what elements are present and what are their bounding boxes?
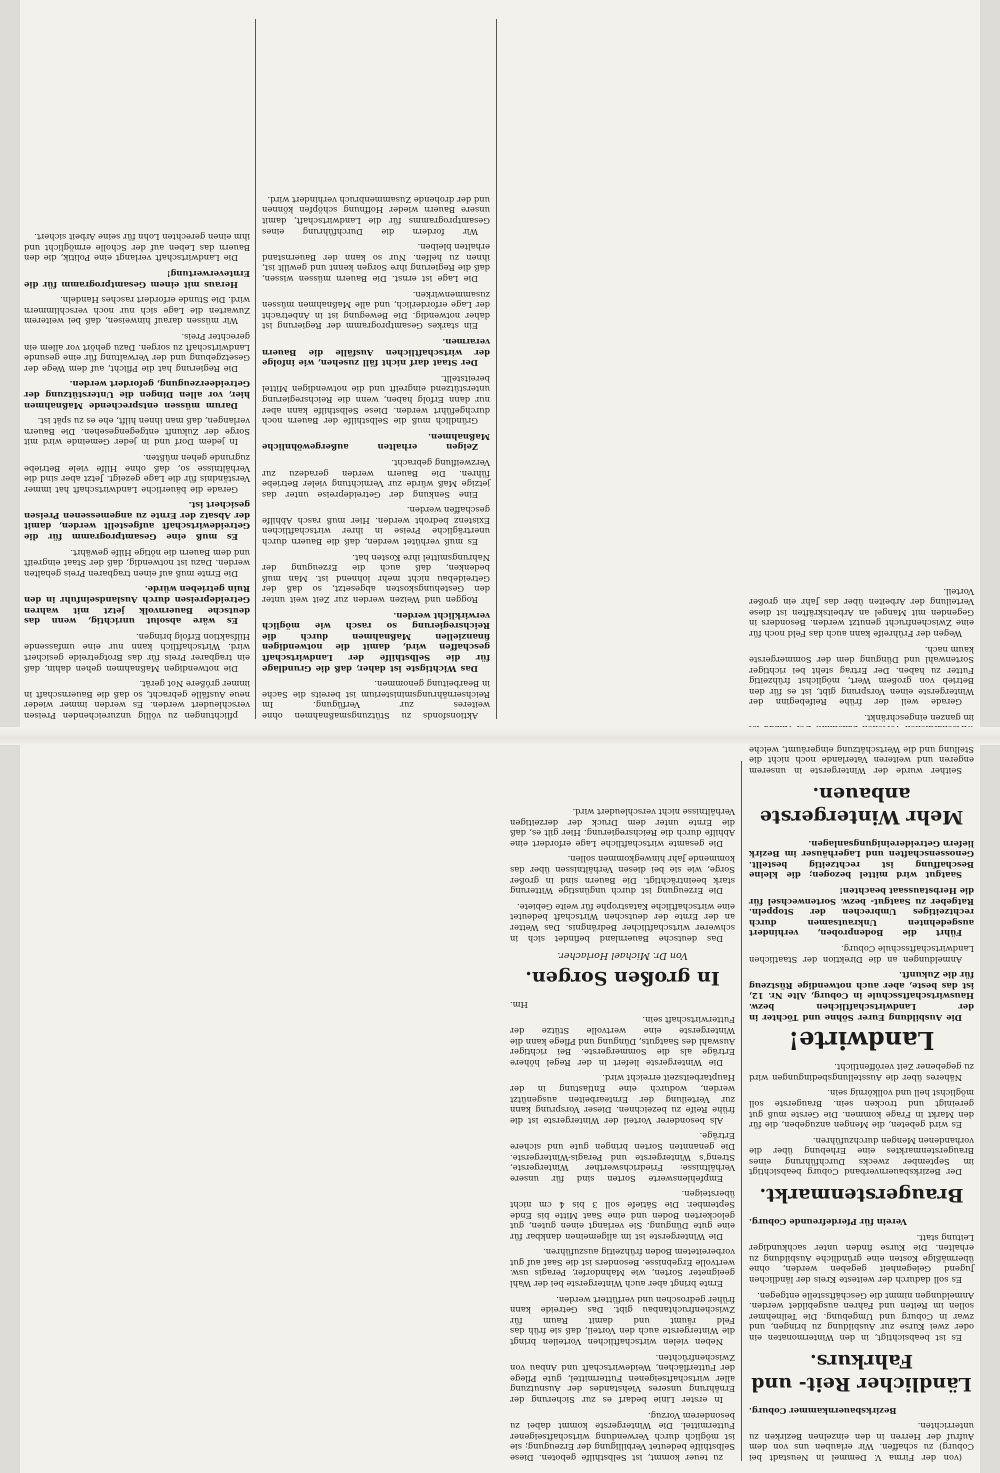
- paragraph: Gerade weil der frühe Reifebeginn der Wintergerste einen Vorsprung gibt, ist es für den Betrieb von großem Wert, möglichst frühzeitig Futter zu haben. Der Ertrag steht bei richtiger Sortenwahl und Düngung dem der Sommergerste kaum nach.: [749, 644, 974, 708]
- page-fold: [0, 727, 1000, 745]
- paragraph: Gründlich muß die Selbsthilfe der Bauern noch durchgeführt werden. Diese Selbsthilfe kann aber nur dann Erfolg haben, wenn die Reichsregierung unterstützend eingreift und die notwendigen Mittel bereitstellt.: [262, 373, 490, 427]
- paragraph: Die Erzeugung ist durch ungünstige Witterung stark beeinträchtigt. Die Bauern sind in großer Sorge, wie sie bei diesen Verhältnissen über das kommende Jahr hinwegkommen sollen.: [510, 854, 735, 897]
- paragraph: Der Bezirksbauernverband Coburg beabsichtigt im September zwecks Durchführung eines Braugerstenmarktes eine Erhebung über die vorhandenen Mengen durchzuführen.: [749, 1135, 974, 1178]
- paragraph: Die Regierung hat die Pflicht, auf dem Wege der Gesetzgebung und der Verwaltung für eine gesunde Landwirtschaft zu sorgen. Dazu gehört vor allem ein gerechter Preis.: [24, 332, 250, 374]
- paragraph: Wir fordern die Durchführung eines Gesamtprogramms für die Landwirtschaft, damit unsere Bauern wieder Hoffnung schöpfen können und der drohende Zusammenbruch verhindert wird.: [262, 194, 490, 237]
- lead-bold: Das Wichtigste ist daher, daß die Grundlage für die Selbsthilfe der Landwirtschaft geschaffen wird, damit die notwendigen finanziellen Maßnahmen durch die Reichsregierung so rasch wie möglich verwirklicht werden.: [262, 610, 490, 674]
- paragraph-bold: Saatgut wird mittel bezogen; die kleine Beschaffung ist rechtzeitig bestellt. Genossenschaften und Lagerhäuser im Bezirk liefern Getreidereinigungsanlagen.: [749, 838, 974, 881]
- headline-landwirte: Landwirte!: [788, 1025, 935, 1055]
- paragraph: Seither wurde der Wintergerste in unserem engeren und weiteren Vaterlande noch nicht die Stellung und die Wertschätzung eingeräumt, welche im ganzen eingeschränkt.: [749, 713, 974, 777]
- paragraph: Gerade die bäuerliche Landwirtschaft hat immer Verständnis für die Lage gezeigt. Jetzt aber sind die Verhältnisse so, daß ohne Hilfe viele Betriebe zugrunde gehen müßten.: [24, 452, 250, 495]
- signature-bauernkammer: Bezirksbauernkammer Coburg.: [749, 1405, 897, 1416]
- column-3-lower: [262, 11, 490, 721]
- paragraph: Neben vielen wirtschaftlichen Vorteilen bringt die Wintergerste auch den Vorteil, daß sie früh das Feld räumt und damit Raum für Zwischenfruchtanbau gibt. Das Getreide kann früher gedroschen und verfüttert werden.: [510, 1294, 735, 1348]
- paragraph: Als besonderer Vorteil der Wintergerste ist die frühe Reife zu bezeichnen. Dieser Vorsprung kann zur Verteilung der Erntearbeiten ausgenützt werden, wodurch eine Entlastung in der Hauptarbeitszeit erreicht wird.: [510, 1073, 735, 1126]
- paragraph: Die Wintergerste ist im allgemeinen dankbar für eine gute Düngung. Sie verlangt einen guten, gut gelockerten Boden und eine Saat Mitte bis Ende September. Die Sätiefe soll 3 bis 4 cm nicht übersteigen.: [510, 1189, 735, 1242]
- paragraph-bold: Es wäre absolut unrichtig, wenn das deutsche Bauernvolk jetzt mit wahren Getreidepreisen durch Auslandseinfuhr in den Ruin getrieben würde.: [24, 584, 250, 627]
- paragraph: In erster Linie bedarf es zur Sicherung der Ernährung unseres Viehstandes der Ausnutzung aller wirtschaftseigenen Futtermittel, gute Pflege der Futterflächen, Weidewirtschaft und Anbau von Zwischenfrüchten.: [510, 1352, 735, 1406]
- headline-wintergerste: Mehr Wintergerste anbauen.: [759, 783, 964, 829]
- paragraph: Empfehlenswerte Sorten sind für unsere Verhältnisse: Friedrichswerther Wintergerste, Streng’s Wintergerste und Peragis-Wintergerste. Die genannten Sorten bringen gute und sichere Erträge.: [510, 1131, 735, 1184]
- paragraph: In jedem Dorf und in jeder Gemeinde wird mit Sorge der Zukunft entgegengesehen. Die Bauern verlangen, daß man ihnen hilft, ehe es zu spät ist.: [24, 416, 250, 448]
- paragraph-bold: Der Staat darf nicht fäll zusehen, wie infolge der wirtschaftlichen Ausfälle die Bauern verarmen.: [262, 337, 490, 369]
- column-rule: [741, 761, 742, 1461]
- paragraph: Die Wintergerste liefert in der Regel höhere Erträge als die Sommergerste. Bei richtiger Auswahl des Saatguts, Düngung und Pflege kann die Wintergerste eine wertvolle Stütze der Futterwirtschaft sein.: [510, 1015, 735, 1068]
- column-rule: [496, 19, 497, 719]
- column-rule: [255, 19, 256, 719]
- paragraph: pflichtungen zu völlig unzureichenden Preisen verschleudert werden. Es werden immer wieder neue Ausfälle gebracht, so daß die Bauernschaft in immer größere Not gerät.: [24, 679, 250, 721]
- paragraph-bold: Die Ausbildung Eurer Söhne und Töchter in der Landwirtschaftlichen bezw. Hauswirtschaftsschule in Coburg, Alte Nr. 12, ist das beste, aber auch notwendige Rüstzeug für die Zukunft.: [749, 970, 974, 1023]
- paragraph: Wegen der Frühreife kann auch das Feld noch für eine Zwischenfrucht genutzt werden. Besonders in Gegenden mit Mangel an Arbeitskräften ist diese Verteilung der Arbeiten über das Jahr ein großer Vorteil.: [749, 586, 974, 639]
- paragraph: Die Ernte muß auf einen tragbaren Preis gehalten werden. Dazu ist notwendig, daß der Staat eingreift und dem Bauern die nötige Hilfe gewährt.: [24, 547, 250, 579]
- paragraph: Die Landwirtschaft verlangt eine Politik, die den Bauern das Leben auf der Scholle ermöglicht und ihm einen gerechten Lohn für seine Arbeit sichert.: [24, 232, 250, 264]
- headline-sorgen: In großen Sorgen.: [525, 967, 720, 990]
- paragraph: Das deutsche Bauernland befindet sich in schwerer wirtschaftlicher Bedrängnis. Das Wetter an der Ernte der deutschen Wirtschaft bedeutet eine wirtschaftliche Katastrophe für weite Gebiete.: [510, 901, 735, 944]
- paragraph: zu teuer kommt, ist Selbsthilfe geboten. Diese Selbsthilfe bedeutet Verbilligung der Erzeugung; sie ist möglich durch Verwendung wirtschaftseigener Futtermittel. Die Wintergerste kommt dabei zu besonderem Vorzug.: [510, 1410, 735, 1463]
- paragraph: Ernte bringt aber auch Wintergerste bei der Wahl geeigneter Sorten, wie Mahndorfer, Peragis usw. wertvolle Ergebnisse. Besonders ist die Saat auf gut vorbereitetem Boden frühzeitig auszuführen.: [510, 1247, 735, 1290]
- article-intro: (von der Firma V. Demmel in Neustadt bei Coburg) zu schaffen. Wir erlauben uns von dem Aufruf der Herren in den einzelnen Bezirken zu unterrichten.: [749, 1421, 974, 1463]
- headline-reitkurs: Ländlicher Reit- und Fahrkurs.: [751, 1350, 972, 1396]
- paragraph-bold: Heraus mit einem Gesamtprogramm für die Ernteverwertung!: [24, 269, 250, 290]
- paragraph: Roggen und Weizen werden zur Zeit weit unter den Gestehungskosten abgesetzt, so daß der Getreidebau nicht mehr lohnend ist. Man muß bedenken, daß auch die Erzeugung der Nahrungsmittel ihre Kosten hat.: [262, 552, 490, 606]
- paragraph: Es ist beabsichtigt, in den Wintermonaten ein oder zwei Kurse zur Ausbildung zu bringen, und zwar in Coburg und Umgebung. Die Teilnehmer sollen im Reiten und Fahren ausgebildet werden. Anmeldungen nimmt die Geschäftsstelle entgegen.: [749, 1290, 974, 1344]
- paragraph-bold: Zeigen erhalten außergewöhnliche Maßnahmen.: [262, 431, 490, 453]
- paragraph-bold: Führt die Bodenproben, verhindert ausgedehnten Unkrautsamen durch rechtzeitiges Umbrechen der Stoppeln. Ratgeber zu Saatgut- bezw. Sortenwechsel für die Herbstaussaat beachten!: [749, 886, 974, 939]
- paragraph: Wir müssen darauf hinweisen, daß bei weiterem Zuwarten die Lage sich nur noch verschlimmern wird. Die Stunde erfordert rasches Handeln.: [24, 295, 250, 327]
- column-4-lower: [24, 11, 250, 721]
- paragraph: Die gesamte wirtschaftliche Lage erfordert eine Abhilfe durch die Reichsregierung. Hier gilt es, daß die Ernte unter dem Druck der derzeitigen Verhältnisse nicht verschleudert wird.: [510, 807, 735, 849]
- paragraph: Die Lage ist ernst. Die Bauern müssen wissen, daß die Regierung ihre Sorgen kennt und gewillt ist, ihnen zu helfen. Nur so kann der Bauernstand erhalten bleiben.: [262, 242, 490, 285]
- paragraph: Näheres über die Ausstellungsbedingungen wird zu gegebener Zeit veröffentlicht.: [749, 1062, 974, 1083]
- column-1-upper: [749, 586, 974, 1463]
- signature-hm: Hm.: [510, 999, 528, 1010]
- paragraph: Die notwendigen Maßnahmen gehen dahin, daß ein tragbarer Preis für das Brotgetreide gesichert wird. Wirtschaftlich kann nur eine umfassende Hilfsaktion Erfolg bringen.: [24, 631, 250, 674]
- paragraph: Es soll dadurch der weiteste Kreis der ländlichen Jugend Gelegenheit gegeben werden, ohne übermäßige Kosten eine gründliche Ausbildung zu erhalten. Die Kurse finden unter sachkundiger Leitung statt.: [749, 1232, 974, 1286]
- column-2-upper: [510, 751, 735, 1463]
- paragraph-bold: Darum müssen entsprechende Maßnahmen hier, vor allen Dingen die Unterstützung der Getreideerzeugung, gefordert werden.: [24, 379, 250, 411]
- paragraph: Ein starkes Gesamtprogramm der Regierung ist daher notwendig. Die Bewegung ist in Anbetracht der Lage erforderlich, und alle Maßnahmen müssen zusammenwirken.: [262, 289, 490, 332]
- paragraph: Anmeldungen an die Direktion der Staatlichen Landwirtschaftsschule Coburg.: [749, 944, 974, 965]
- paragraph-bold: Es muß eine Gesamtprogramm für die Getreidewirtschaft aufgestellt werden, damit der Absatz der Ernte zu angemessenen Preisen gesichert ist.: [24, 500, 250, 543]
- byline: Von Dr. Michael Horlacher.: [557, 950, 688, 962]
- signature-pferdefreunde: Verein für Pferdefreunde Coburg.: [749, 1217, 907, 1228]
- paragraph: Aktionsfonds zu Stützungsmaßnahmen ohne weiteres zur Verfügung. Im Reichsernährungsministerium ist bereits die Sache in Bearbeitung genommen.: [262, 679, 490, 721]
- paragraph: Es muß verhütet werden, daß die Bauern durch unerträgliche Preise in ihrer wirtschaftlichen Existenz bedroht werden. Hier muß rasch Abhilfe geschaffen werden.: [262, 505, 490, 548]
- paragraph: Eine Senkung der Getreidepreise unter das jetzige Maß würde zur Vernichtung vieler Betriebe führen. Die Bauern werden geradezu zur Verzweiflung gebracht.: [262, 457, 490, 500]
- paragraph: Es wird gebeten, die Mengen anzugeben, die für den Markt in Frage kommen. Die Gerste muß gut gereinigt und trocken sein. Braugerste soll möglichst hell und vollkörnig sein.: [749, 1088, 974, 1131]
- headline-braugerstenmarkt: Braugerstenmarkt.: [759, 1184, 964, 1207]
